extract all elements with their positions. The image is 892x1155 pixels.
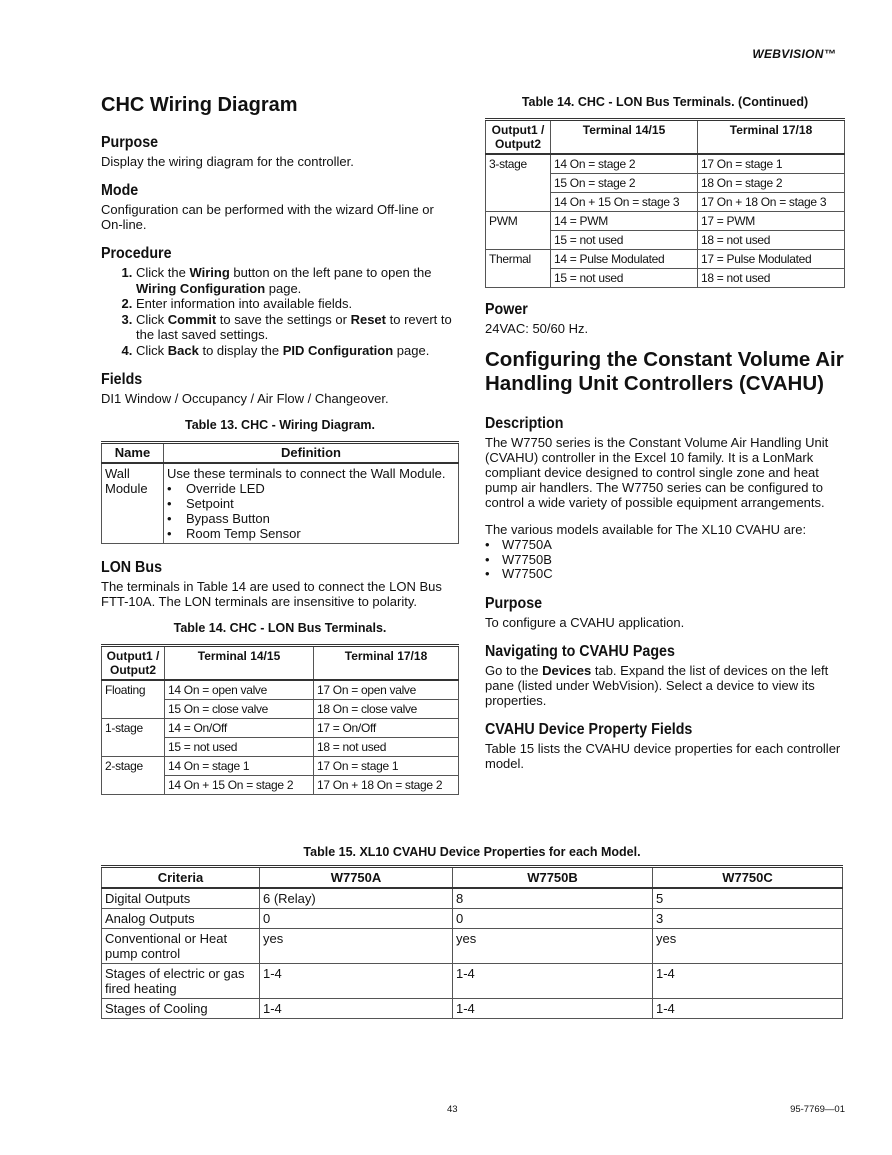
table-cell (486, 174, 551, 193)
table-13 (101, 441, 459, 544)
list-item: • Bypass Button (167, 511, 455, 526)
table-header: Output1 / Output2 (102, 646, 165, 681)
definition-bullets (167, 481, 455, 541)
table-cell: 14 On + 15 On = stage 2 (165, 776, 314, 795)
table-15-caption: Table 15. XL10 CVAHU Device Properties for each Model. (303, 845, 641, 859)
table-row (486, 231, 845, 250)
table-header: W7750B (453, 867, 653, 889)
table-row (102, 999, 843, 1019)
definition-intro: Use these terminals to connect the Wall Module. (167, 466, 446, 481)
mode-text: Configuration can be performed with the wizard Off-line or On-line. (101, 202, 434, 232)
table-cell (164, 463, 459, 544)
fields-text: DI1 Window / Occupancy / Air Flow / Changeover. (101, 391, 389, 406)
table-row (486, 193, 845, 212)
table-header: Terminal 14/15 (165, 646, 314, 681)
table-row (102, 757, 459, 776)
table-row (102, 909, 843, 929)
table-cell (486, 231, 551, 250)
table-row (486, 269, 845, 288)
table-cell: Thermal (486, 250, 551, 269)
table-14 (101, 644, 459, 795)
procedure-heading: Procedure (101, 245, 172, 262)
table-header: W7750C (653, 867, 843, 889)
table-row (486, 154, 845, 174)
purpose-text-2: To configure a CVAHU application. (485, 614, 685, 630)
purpose-heading-2: Purpose (485, 594, 543, 612)
table-cell: 17 = On/Off (314, 719, 459, 738)
table-cell: 1-4 (260, 964, 453, 999)
table-row (102, 964, 843, 999)
description-heading: Description (485, 415, 564, 432)
procedure-step: 4. Click Back to display the PID Configuration page. (136, 343, 459, 359)
table-cell: 18 On = stage 2 (698, 174, 845, 193)
navigating-heading: Navigating to CVAHU Pages (485, 642, 675, 660)
table-cell: 14 On = stage 2 (551, 154, 698, 174)
table-cell: 15 = not used (551, 269, 698, 288)
table-cell: 17 On + 18 On = stage 2 (314, 776, 459, 795)
procedure-step: 3. Click Commit to save the settings or Reset to revert to the last saved settings. (136, 312, 459, 343)
lon-bus-heading: LON Bus (101, 559, 163, 576)
table-14-continued (485, 118, 845, 288)
table-cell: 14 On + 15 On = stage 3 (551, 193, 698, 212)
fields-heading: Fields (101, 371, 143, 388)
table-cell: 17 On = stage 1 (314, 757, 459, 776)
table-cell: 14 = Pulse Modulated (551, 250, 698, 269)
table-cell: Stages of electric or gas fired heating (102, 964, 260, 999)
table-cell: 14 = On/Off (165, 719, 314, 738)
table-cell: 15 On = stage 2 (551, 174, 698, 193)
table-cell: 6 (Relay) (260, 888, 453, 909)
table-cell: 17 On + 18 On = stage 3 (698, 193, 845, 212)
table-cell: 0 (260, 909, 453, 929)
table-header: Criteria (102, 867, 260, 889)
table-15-section (101, 845, 843, 1019)
table-cell (486, 193, 551, 212)
table-row (102, 776, 459, 795)
purpose-heading: Purpose (101, 134, 159, 151)
table-row (102, 463, 459, 544)
table-cell: 1-4 (453, 964, 653, 999)
section-title: CHC Wiring Diagram (101, 94, 298, 116)
lon-bus-text: The terminals in Table 14 are used to connect the LON Bus FTT-10A. The LON terminals are insensitive to polarity. (101, 579, 442, 609)
table-cell: 1-4 (653, 964, 843, 999)
procedure-list (101, 265, 459, 358)
list-item: • Setpoint (167, 496, 455, 511)
table-header: Terminal 17/18 (698, 120, 845, 155)
table-row (102, 929, 843, 964)
table-header: Terminal 14/15 (551, 120, 698, 155)
table-cell (102, 738, 165, 757)
table-15 (101, 865, 843, 1019)
table-cell (102, 700, 165, 719)
table-row (486, 212, 845, 231)
table-13-caption: Table 13. CHC - Wiring Diagram. (185, 418, 375, 432)
right-column (485, 93, 845, 783)
table-cell: Stages of Cooling (102, 999, 260, 1019)
table-row (486, 250, 845, 269)
list-item: • W7750C (485, 567, 845, 582)
table-cell: 3 (653, 909, 843, 929)
table-cell: Conventional or Heat pump control (102, 929, 260, 964)
table-cell: 14 = PWM (551, 212, 698, 231)
procedure-step: 1. Click the Wiring button on the left pane to open the Wiring Configuration page. (136, 265, 459, 296)
table-cell: yes (260, 929, 453, 964)
table-cell: Wall Module (102, 463, 164, 544)
table-14-continued-caption: Table 14. CHC - LON Bus Terminals. (Continued) (521, 95, 809, 109)
table-cell: 1-4 (653, 999, 843, 1019)
table-cell: Analog Outputs (102, 909, 260, 929)
list-item: • W7750B (485, 553, 845, 568)
table-cell: 18 On = close valve (314, 700, 459, 719)
mode-heading: Mode (101, 182, 139, 199)
procedure-step: 2. Enter information into available fields. (136, 296, 459, 312)
table-cell (486, 269, 551, 288)
purpose-text: Display the wiring diagram for the controller. (101, 154, 354, 169)
table-cell: 2-stage (102, 757, 165, 776)
table-cell: PWM (486, 212, 551, 231)
table-cell: yes (653, 929, 843, 964)
table-cell: 1-stage (102, 719, 165, 738)
table-row (486, 174, 845, 193)
table-cell: 18 = not used (314, 738, 459, 757)
table-row (102, 738, 459, 757)
table-cell: 1-4 (260, 999, 453, 1019)
description-text: The W7750 series is the Constant Volume Air Handling Unit (CVAHU) controller in the Excel 10 family. It is a LonMark compliant device designed to control single zone and heat pump air handlers. The W7750 series can be configured to control a wide variety of possible equipment arrangements. (485, 435, 829, 510)
property-fields-text: Table 15 lists the CVAHU device properties for each controller model. (485, 740, 841, 771)
table-header: Output1 / Output2 (486, 120, 551, 155)
table-cell: 15 On = close valve (165, 700, 314, 719)
table-cell: 17 = Pulse Modulated (698, 250, 845, 269)
table-header: Name (102, 443, 164, 464)
running-header: WEBVISION™ (752, 47, 836, 61)
models-list (485, 538, 845, 582)
cvahu-title: Configuring the Constant Volume Air Handling Unit Controllers (CVAHU) (485, 348, 844, 395)
table-cell: 5 (653, 888, 843, 909)
list-item: • Room Temp Sensor (167, 526, 455, 541)
table-row (102, 888, 843, 909)
table-cell: 17 On = stage 1 (698, 154, 845, 174)
table-header: Definition (164, 443, 459, 464)
table-header: W7750A (260, 867, 453, 889)
table-cell (102, 776, 165, 795)
table-cell: 1-4 (453, 999, 653, 1019)
models-intro: The various models available for The XL10 CVAHU are: (485, 522, 807, 537)
table-cell: 15 = not used (165, 738, 314, 757)
table-row (102, 700, 459, 719)
table-cell: yes (453, 929, 653, 964)
page-number: 43 (447, 1104, 458, 1115)
list-item: • Override LED (167, 481, 455, 496)
table-14-caption: Table 14. CHC - LON Bus Terminals. (173, 621, 387, 635)
table-cell: 18 = not used (698, 269, 845, 288)
list-item: • W7750A (485, 538, 845, 553)
table-cell: Floating (102, 680, 165, 700)
property-fields-heading: CVAHU Device Property Fields (485, 720, 693, 738)
table-row (102, 680, 459, 700)
table-cell: 0 (453, 909, 653, 929)
table-cell: 17 = PWM (698, 212, 845, 231)
power-text: 24VAC: 50/60 Hz. (485, 321, 589, 336)
table-cell: 14 On = open valve (165, 680, 314, 700)
table-cell: 17 On = open valve (314, 680, 459, 700)
navigating-text: Go to the Devices tab. Expand the list of devices on the left pane (listed under WebVision). Select a device to view its properties. (485, 662, 829, 708)
power-heading: Power (485, 301, 528, 318)
table-cell: 14 On = stage 1 (165, 757, 314, 776)
table-cell: Digital Outputs (102, 888, 260, 909)
document-number: 95-7769—01 (790, 1104, 845, 1115)
table-cell: 15 = not used (551, 231, 698, 250)
left-column (101, 93, 459, 795)
table-cell: 3-stage (486, 154, 551, 174)
table-header: Terminal 17/18 (314, 646, 459, 681)
table-cell: 18 = not used (698, 231, 845, 250)
table-row (102, 719, 459, 738)
table-cell: 8 (453, 888, 653, 909)
